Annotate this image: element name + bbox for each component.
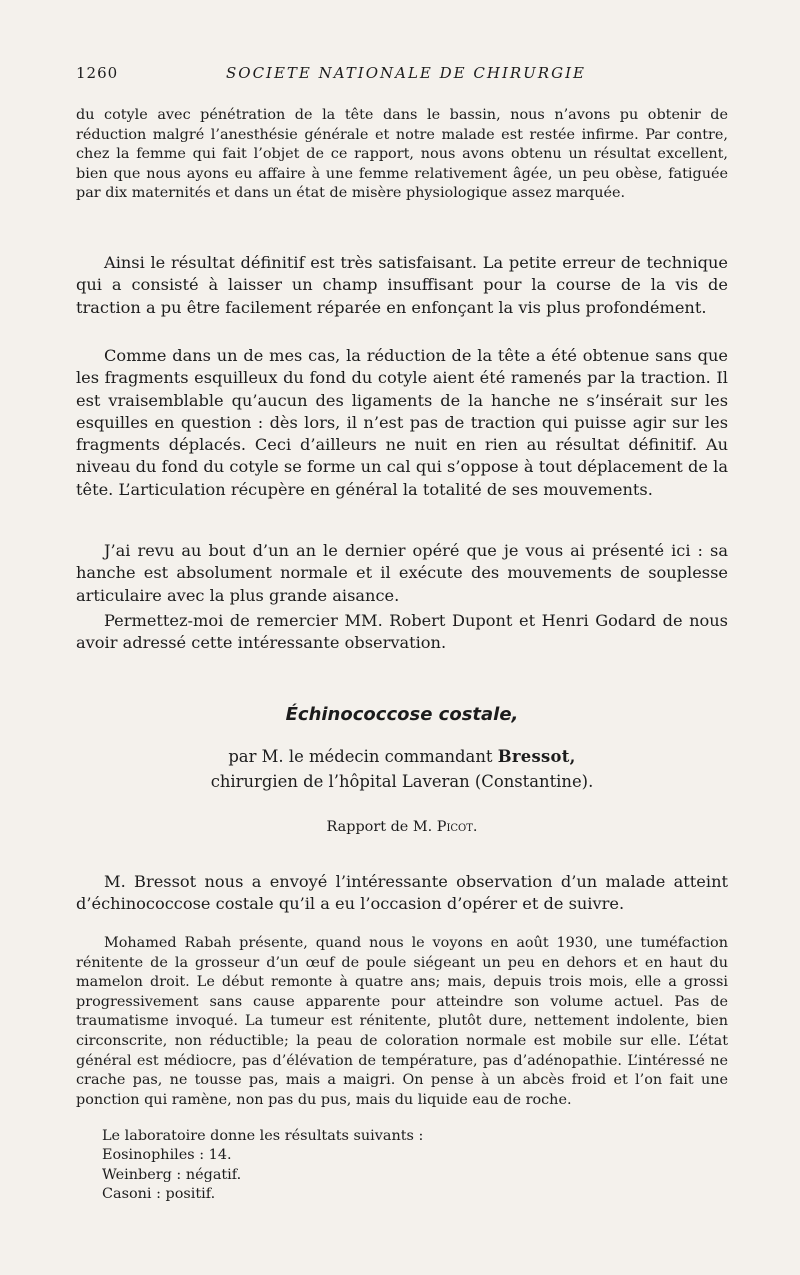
journal-title: SOCIETE NATIONALE DE CHIRURGIE: [226, 64, 586, 82]
running-head: [76, 64, 728, 86]
paragraph-2: Ainsi le résultat définitif est très satisfaisant. La petite erreur de technique qui a consisté à laisser un champ insuffisant pour la course de la vis de traction a pu être facilement réparée en enfonçant la vis plus profondément.: [76, 253, 728, 317]
rapport-prefix: Rapport de M.: [326, 819, 433, 835]
byline: [76, 745, 728, 769]
paragraph-4: J’ai revu au bout d’un an le dernier opéré que je vous ai présenté ici : sa hanche est absolument normale et il exécute des mouvements de souplesse articulaire avec la plus grande aisance.: [76, 541, 728, 605]
lab-result-weinberg: Weinberg : négatif.: [102, 1167, 242, 1183]
page-number: 1260: [76, 64, 119, 82]
intro-paragraph: M. Bressot nous a envoyé l’intéressante observation d’un malade atteint d’échinococcose costale qu’il a eu l’occasion d’opérer et de suivre.: [76, 872, 728, 914]
observation-paragraph: Mohamed Rabah présente, quand nous le voyons en août 1930, une tuméfaction rénitente de la grosseur d’un œuf de poule siégeant un peu en dehors et en haut du mamelon droit. Le début remonte à quatre ans; mais, depuis trois mois, elle a grossi progressivement sans cause apparente pour atteindre son volume actuel. Pas de traumatisme invoqué. La tumeur est rénitente, plutôt dure, nettement indolente, bien circonscrite, non réductible; la peau de coloration normale est mobile sur elle. L’état général est médiocre, pas d’élévation de température, pas d’adénopathie. L’intéressé ne crache pas, ne tousse pas, mais a maigri. On pense à un abcès froid et l’on fait une ponction qui ramène, non pas du pus, mais du liquide eau de roche.: [76, 935, 728, 1108]
lab-result-casoni: Casoni : positif.: [102, 1186, 216, 1202]
byline-prefix: par M. le médecin commandant: [228, 747, 493, 766]
author-affiliation: chirurgien de l’hôpital Laveran (Constantine).: [210, 772, 594, 791]
lab-result-eosinophiles: Eosinophiles : 14.: [102, 1147, 232, 1163]
article-title: Échinococcose costale,: [285, 704, 519, 725]
rapport-line: [76, 819, 728, 835]
author-name: Bressot,: [497, 747, 576, 766]
paragraph-3: Comme dans un de mes cas, la réduction de la tête a été obtenue sans que les fragments esquilleux du fond du cotyle aient été ramenés par la traction. Il est vraisemblable qu’aucun des ligaments de la hanche ne s’insérait sur les esquilles en question : dès lors, il n’est pas de traction qui puisse agir sur les fragments déplacés. Ceci d’ailleurs ne nuit en rien au résultat définitif. Au niveau du fond du cotyle se forme un cal qui s’oppose à tout déplacement de la tête. L’articulation récupère en général la totalité de ses mouvements.: [76, 346, 728, 499]
rapport-author: Picot.: [436, 819, 478, 835]
lab-intro: Le laboratoire donne les résultats suivants :: [102, 1128, 424, 1144]
paragraph-5: Permettez-moi de remercier MM. Robert Dupont et Henri Godard de nous avoir adressé cette intéressante observation.: [76, 611, 728, 653]
paragraph-1: du cotyle avec pénétration de la tête dans le bassin, nous n’avons pu obtenir de réduction malgré l’anesthésie générale et notre malade est restée infirme. Par contre, chez la femme qui fait l’objet de ce rapport, nous avons obtenu un résultat excellent, bien que nous ayons eu affaire à une femme relativement âgée, un peu obèse, fatiguée par dix maternités et dans un état de misère physiologique assez marquée.: [76, 107, 728, 202]
